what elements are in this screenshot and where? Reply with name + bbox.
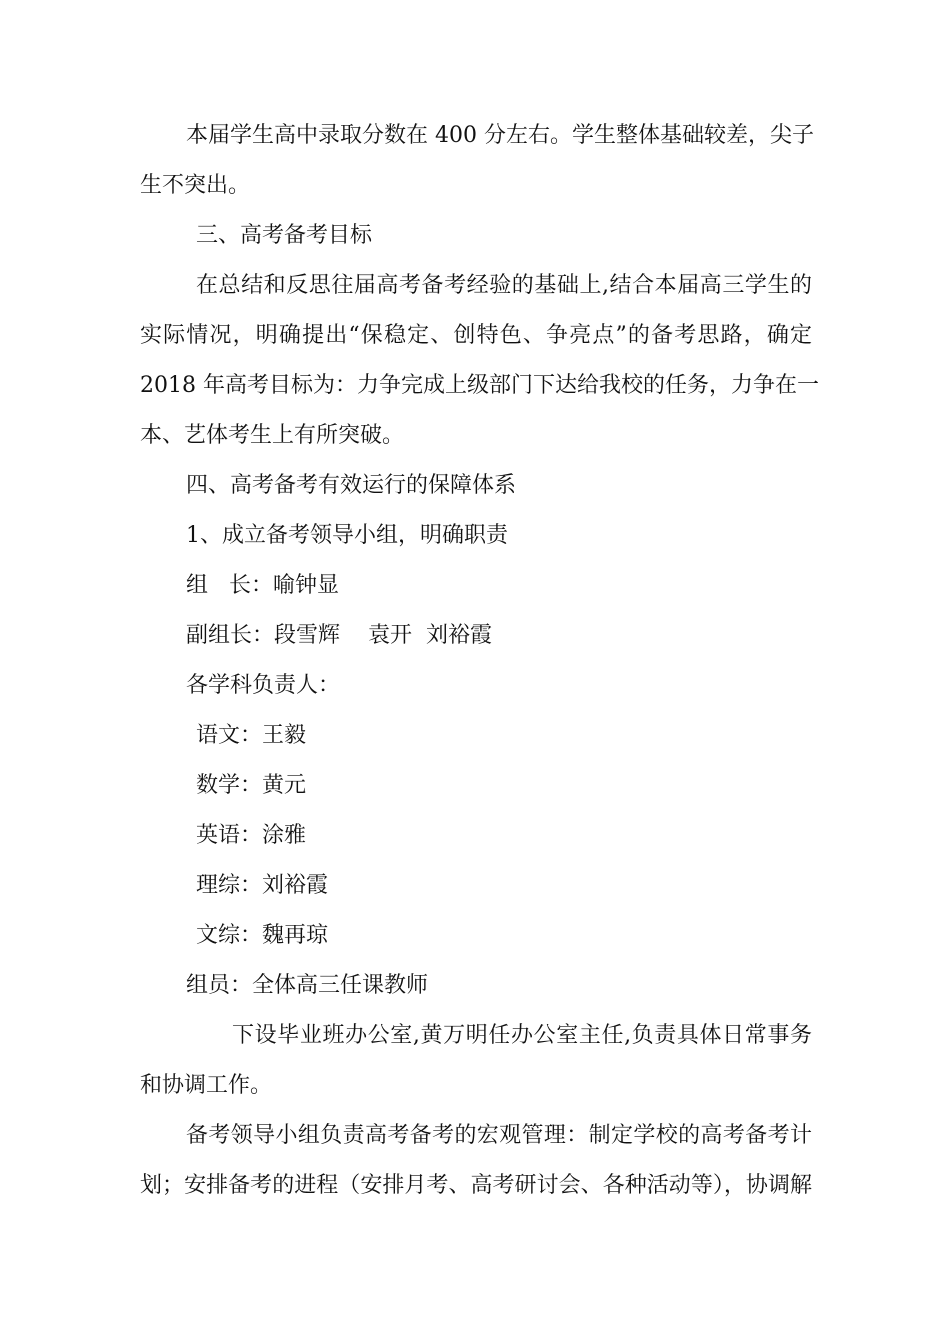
team-leader: 组 长：喻钟显	[186, 573, 339, 598]
paragraph-line: 生不突出。	[140, 173, 251, 198]
subject-head-item: 理综：刘裕霞	[196, 873, 329, 898]
section-heading: 三、高考备考目标	[196, 223, 373, 248]
paragraph-line: 备考领导小组负责高考备考的宏观管理：制定学校的高考备考计	[186, 1123, 812, 1148]
subject-head-item: 文综：魏再琼	[196, 923, 329, 948]
paragraph-line: 在总结和反思往届高考备考经验的基础上,结合本届高三学生的	[196, 273, 812, 298]
paragraph-line: 划；安排备考的进程（安排月考、高考研讨会、各种活动等），协调解	[140, 1173, 812, 1198]
paragraph-line: 本、艺体考生上有所突破。	[140, 423, 405, 448]
subsection-heading: 1、成立备考领导小组，明确职责	[186, 523, 508, 548]
subject-head-item: 语文：王毅	[196, 723, 307, 748]
subject-head-item: 英语：涂雅	[196, 823, 307, 848]
team-deputies: 副组长：段雪辉 袁开 刘裕霞	[186, 623, 492, 648]
paragraph-line: 下设毕业班办公室,黄万明任办公室主任,负责具体日常事务	[232, 1023, 812, 1048]
paragraph-line: 2018 年高考目标为：力争完成上级部门下达给我校的任务，力争在一	[140, 373, 819, 398]
paragraph-line: 实际情况，明确提出“保稳定、创特色、争亮点”的备考思路，确定	[140, 323, 812, 348]
paragraph-line: 本届学生高中录取分数在 400 分左右。学生整体基础较差，尖子	[186, 123, 814, 148]
section-heading: 四、高考备考有效运行的保障体系	[186, 473, 517, 498]
paragraph-line: 和协调工作。	[140, 1073, 273, 1098]
subject-heads-label: 各学科负责人：	[186, 673, 341, 698]
team-members: 组员：全体高三任课教师	[186, 973, 429, 998]
subject-head-item: 数学：黄元	[196, 773, 307, 798]
